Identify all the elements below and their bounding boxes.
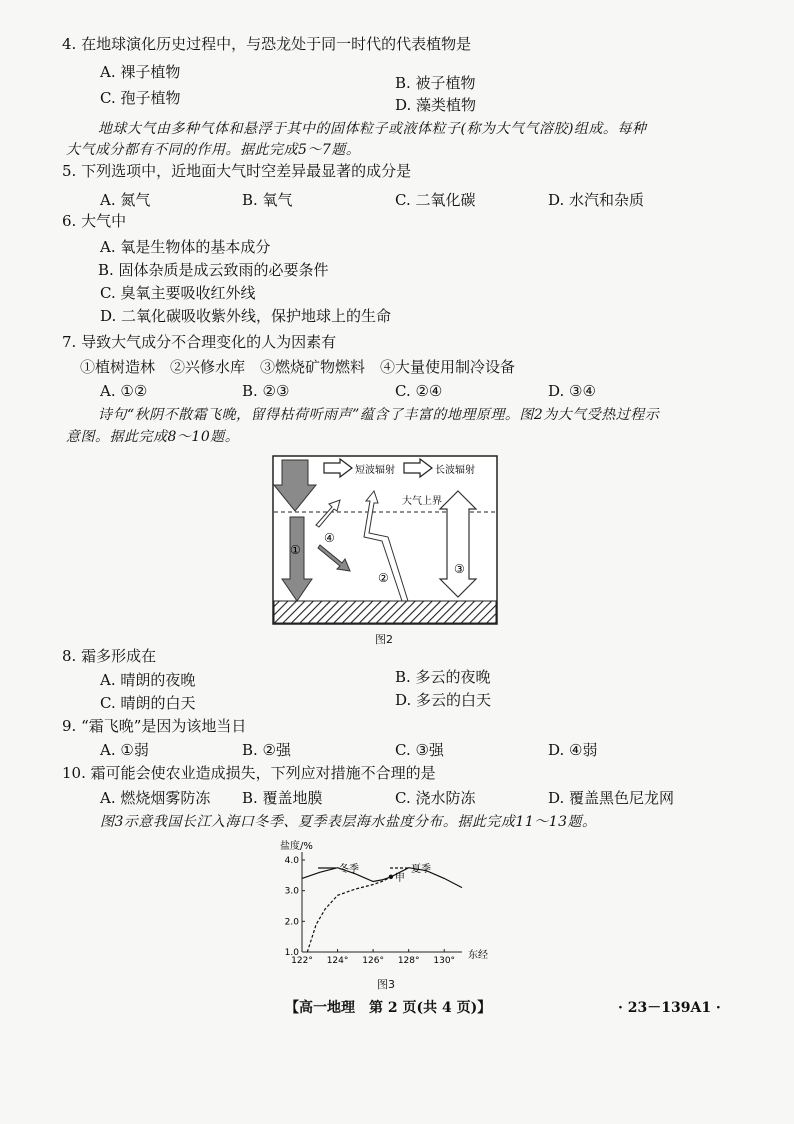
y-tick-label: 2.0 xyxy=(284,917,299,928)
intro-11-13-line1: 图3示意我国长江入海口冬季、夏季表层海水盐度分布。据此完成11～13题。 xyxy=(100,814,597,830)
q4-option-b: B. 被子植物 xyxy=(395,74,476,92)
series-line-winter xyxy=(302,868,462,888)
q4-option-d: D. 藻类植物 xyxy=(395,96,477,114)
footer-code: · 23－139A1 · xyxy=(618,1000,721,1016)
q10-option-a: A. 燃烧烟雾防冻 xyxy=(100,789,211,807)
legend-label: 夏季 xyxy=(411,864,431,875)
intro-8-10-line2: 意图。据此完成8～10题。 xyxy=(66,429,240,445)
upper-atmosphere-label: 大气上界 xyxy=(402,496,442,507)
q7-option-c: C. ②④ xyxy=(395,382,443,400)
q6-option-d: D. 二氧化碳吸收紫外线，保护地球上的生命 xyxy=(100,307,392,325)
x-tick-label: 130° xyxy=(433,956,456,966)
chart-series xyxy=(302,868,462,952)
q6-option-b: B. 固体杂质是成云致雨的必要条件 xyxy=(98,261,329,279)
q9-option-a: A. ①弱 xyxy=(100,741,149,759)
chart-annotation-jia: 甲 xyxy=(394,872,405,884)
svg-text:短波辐射: 短波辐射 xyxy=(355,465,395,476)
point-jia xyxy=(389,875,393,879)
chart-axes xyxy=(302,852,462,952)
q4-option-a: A. 裸子植物 xyxy=(100,63,181,81)
svg-text:长波辐射: 长波辐射 xyxy=(435,465,475,476)
legend-label: 冬季 xyxy=(339,864,359,875)
figure-2-atmosphere-heating-diagram xyxy=(272,455,498,625)
q9-stem: 9. “霜飞晚”是因为该地当日 xyxy=(62,717,247,735)
q5-option-b: B. 氧气 xyxy=(242,191,293,209)
q5-option-d: D. 水汽和杂质 xyxy=(548,191,645,209)
q9-option-b: B. ②强 xyxy=(242,741,292,759)
q7-items: ①植树造林 ②兴修水库 ③燃烧矿物燃料 ④大量使用制冷设备 xyxy=(80,358,516,376)
figure-2-caption: 图2 xyxy=(375,633,393,646)
q6-option-a: A. 氧是生物体的基本成分 xyxy=(100,238,271,256)
ground-surface xyxy=(274,601,496,623)
q4-stem: 4. 在地球演化历史过程中，与恐龙处于同一时代的代表植物是 xyxy=(62,35,472,53)
y-tick-label: 3.0 xyxy=(284,886,299,897)
q7-option-d: D. ③④ xyxy=(548,382,596,400)
y-tick-label: 4.0 xyxy=(284,856,299,866)
y-tick-label: 1.0 xyxy=(284,948,299,958)
q6-stem: 6. 大气中 xyxy=(62,212,127,230)
q10-option-d: D. 覆盖黑色尼龙网 xyxy=(548,789,675,807)
q8-option-b: B. 多云的夜晚 xyxy=(395,668,491,686)
q9-option-c: C. ③强 xyxy=(395,741,444,759)
q8-option-c: C. 晴朗的白天 xyxy=(100,694,196,712)
figure-3-caption: 图3 xyxy=(377,978,395,991)
q9-option-d: D. ④弱 xyxy=(548,741,598,759)
figure-3-salinity-chart xyxy=(272,838,502,973)
x-tick-label: 124° xyxy=(326,956,349,966)
label-3: ③ xyxy=(454,562,465,576)
q7-option-b: B. ②③ xyxy=(242,382,290,400)
q4-option-c: C. 孢子植物 xyxy=(100,89,181,107)
intro-5-7-line2: 大气成分都有不同的作用。据此完成5～7题。 xyxy=(66,142,361,158)
q8-stem: 8. 霜多形成在 xyxy=(62,647,157,665)
q7-stem: 7. 导致大气成分不合理变化的人为因素有 xyxy=(62,333,337,351)
chart-legend xyxy=(318,862,431,875)
q8-option-a: A. 晴朗的夜晚 xyxy=(100,671,196,689)
chart-y-axis-label: 盐度/% xyxy=(280,841,313,852)
intro-5-7-line1: 地球大气由多种气体和悬浮于其中的固体粒子或液体粒子(称为大气气溶胶)组成。每种 xyxy=(98,121,647,137)
q7-option-a: A. ①② xyxy=(100,382,148,400)
series-line-summer xyxy=(307,877,391,952)
q10-option-c: C. 浇水防冻 xyxy=(395,789,476,807)
q10-option-b: B. 覆盖地膜 xyxy=(242,789,323,807)
label-1: ① xyxy=(290,543,301,557)
q6-option-c: C. 臭氧主要吸收红外线 xyxy=(100,284,256,302)
label-2: ② xyxy=(378,571,389,585)
chart-x-axis-label: 东经 xyxy=(468,950,488,961)
q5-stem: 5. 下列选项中，近地面大气时空差异最显著的成分是 xyxy=(62,162,412,180)
label-4: ④ xyxy=(324,531,335,545)
x-tick-label: 122° xyxy=(291,956,313,966)
q8-option-d: D. 多云的白天 xyxy=(395,691,492,709)
q5-option-a: A. 氮气 xyxy=(100,191,151,209)
x-tick-label: 126° xyxy=(362,956,384,966)
x-tick-label: 128° xyxy=(397,956,420,966)
footer-page-info: 【高一地理 第 2 页(共 4 页)】 xyxy=(285,1000,492,1016)
q5-option-c: C. 二氧化碳 xyxy=(395,191,476,209)
intro-8-10-line1: 诗句“秋阴不散霜飞晚，留得枯荷听雨声”蕴含了丰富的地理原理。图2为大气受热过程示 xyxy=(98,407,660,423)
q10-stem: 10. 霜可能会使农业造成损失，下列应对措施不合理的是 xyxy=(62,764,436,782)
